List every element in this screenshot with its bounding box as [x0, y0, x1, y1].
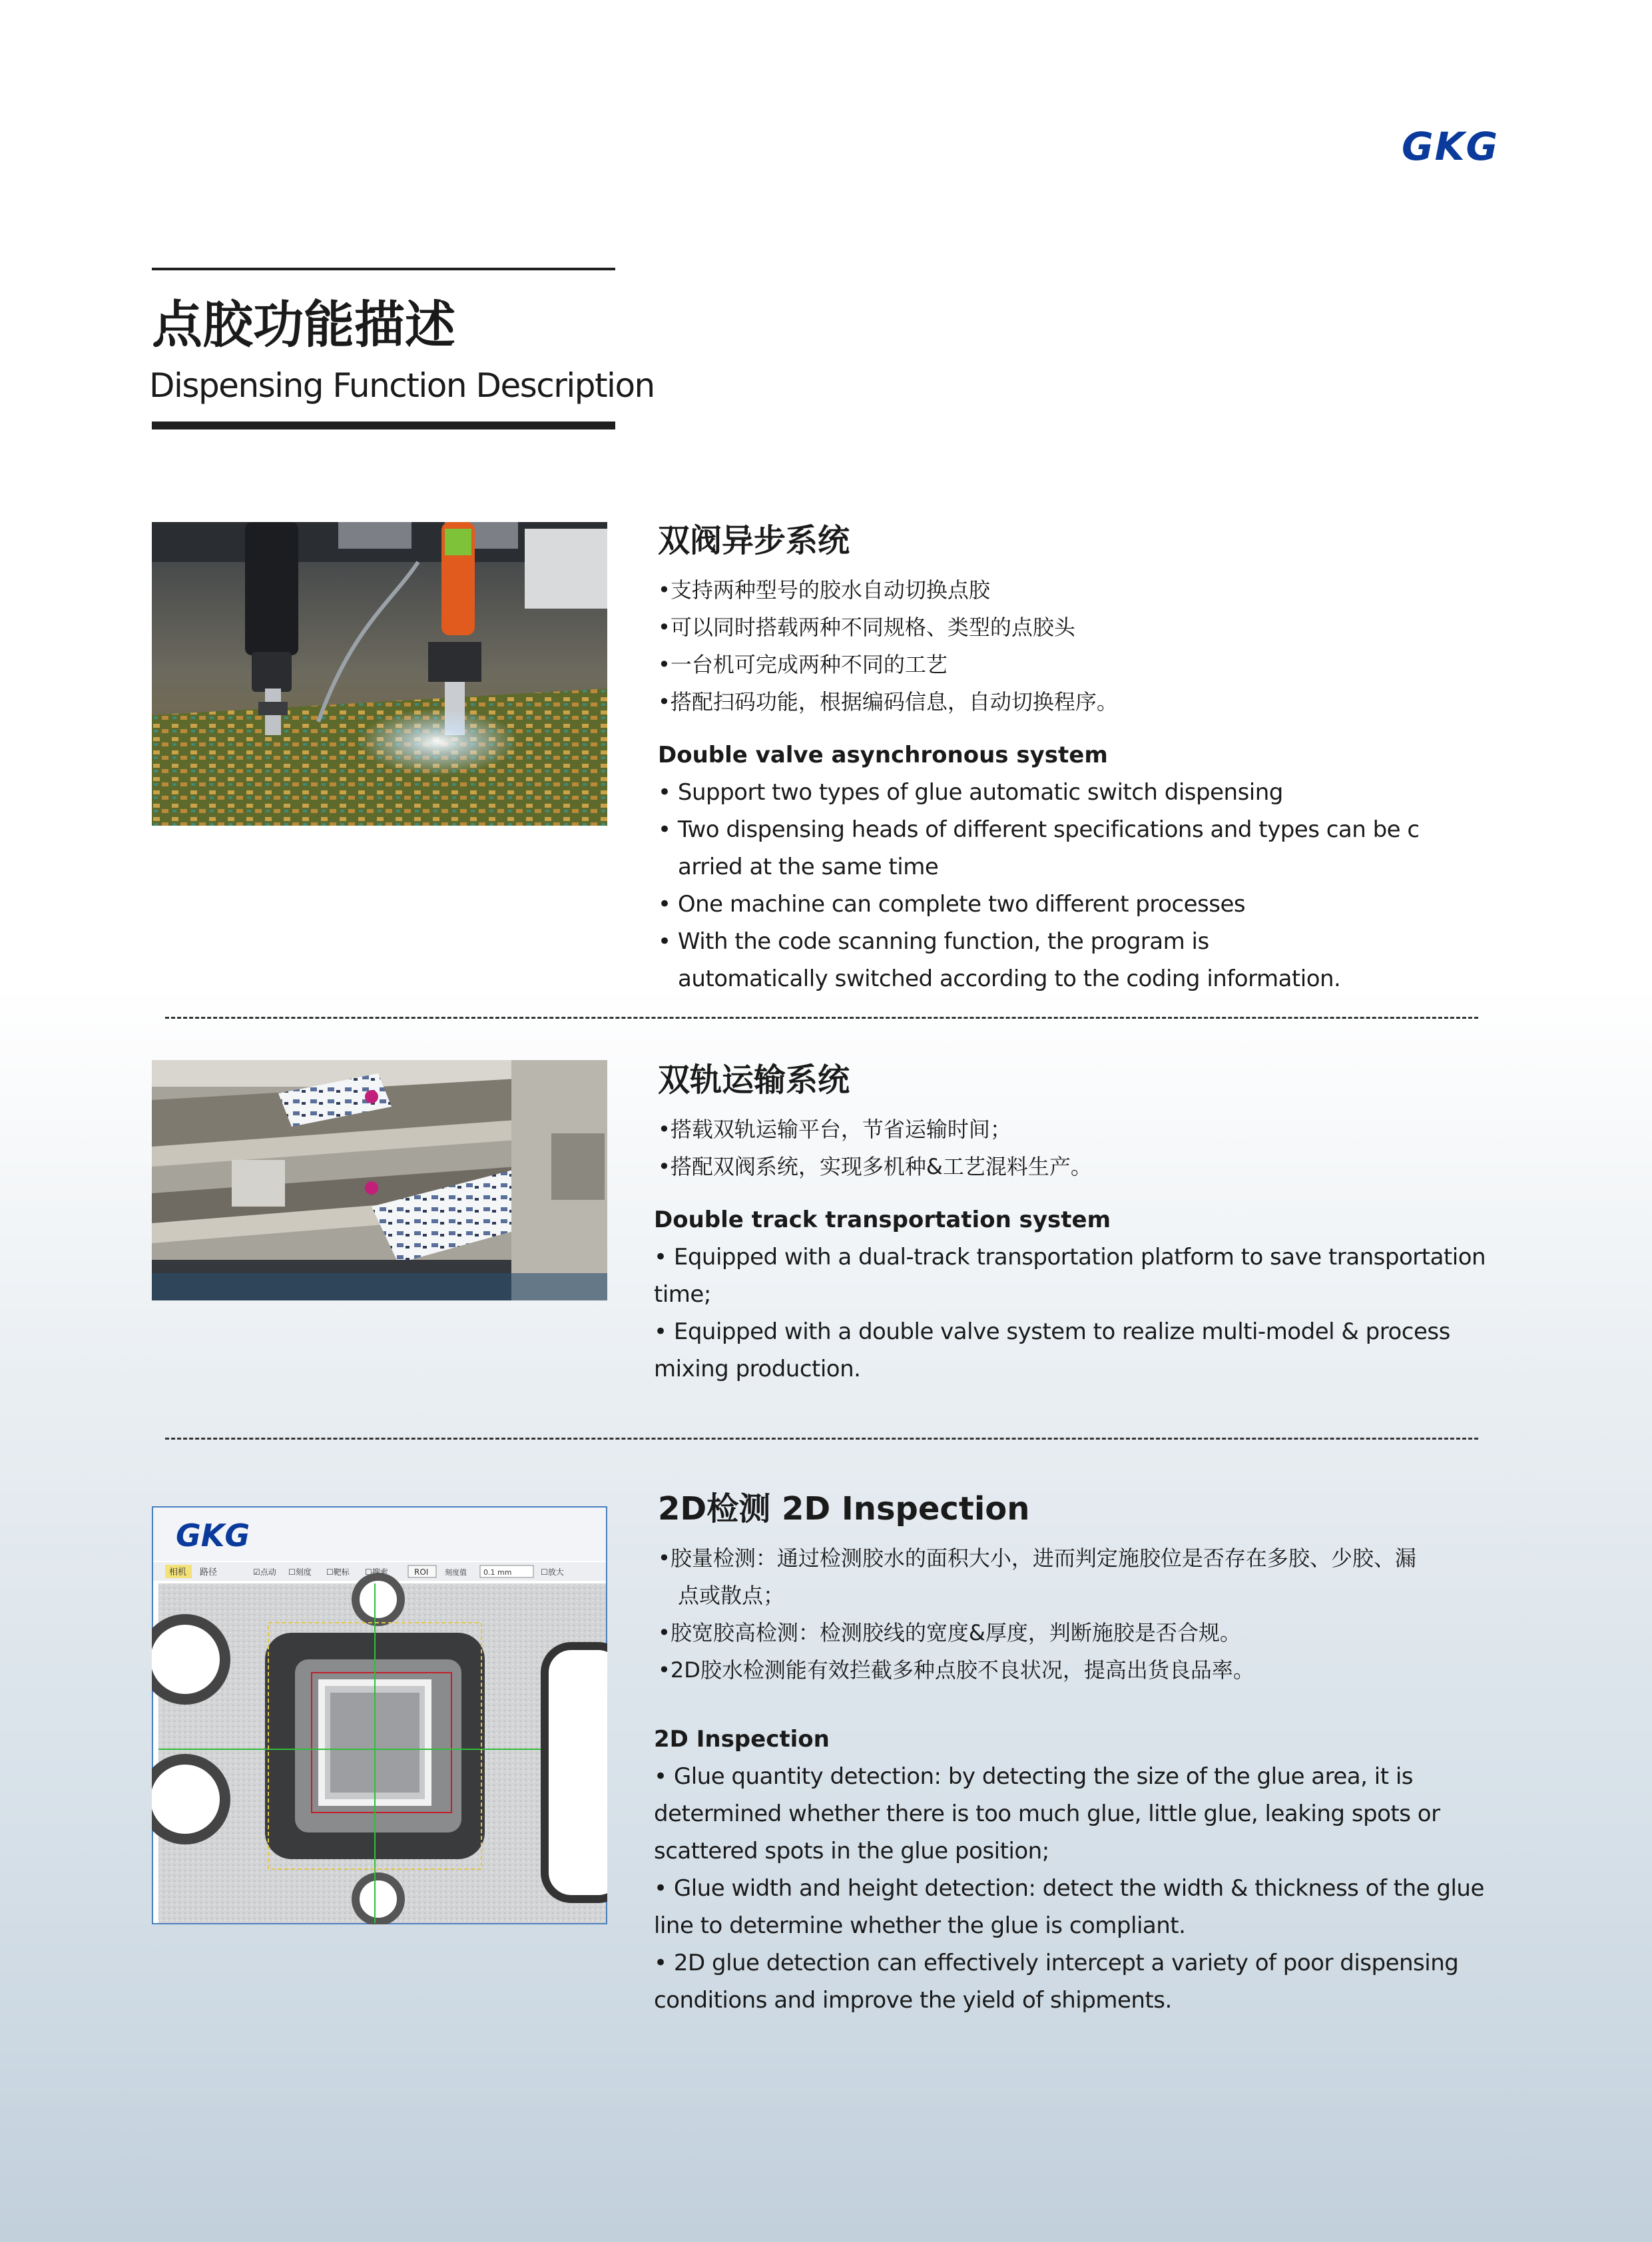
bullet-en-continued: line to determine whether the glue is compliant.: [654, 1912, 1186, 1939]
bullet-cn: •搭载双轨运输平台，节省运输时间；: [658, 1117, 1011, 1142]
section-heading-cn: 双阀异步系统: [658, 522, 850, 559]
section-divider: [165, 1438, 1478, 1440]
section-heading-en: 2D Inspection: [654, 1726, 830, 1753]
bullet-cn: •可以同时搭载两种不同规格、类型的点胶头: [658, 615, 1075, 640]
section-heading-en: Double track transportation system: [654, 1207, 1111, 1233]
bullet-en-continued: time;: [654, 1281, 711, 1308]
toolbar-scale[interactable]: ☐刻度: [288, 1567, 312, 1577]
toolbar-scale-label: 刻度值: [445, 1568, 467, 1577]
bullet-en-continued: conditions and improve the yield of shipments.: [654, 1987, 1172, 2014]
toolbar-camera[interactable]: 相机: [169, 1567, 187, 1577]
dual-track-photo: [152, 1060, 607, 1300]
bullet-en-continued: automatically switched according to the coding information.: [678, 966, 1341, 992]
section-divider: [165, 1017, 1478, 1019]
bullet-cn: •一台机可完成两种不同的工艺: [658, 652, 948, 677]
bullet-en: • 2D glue detection can effectively intercept a variety of poor dispensing: [654, 1950, 1459, 1976]
bullet-en-continued: mixing production.: [654, 1356, 861, 1382]
toolbar-zoom[interactable]: ☐放大: [541, 1567, 564, 1577]
toolbar-jog[interactable]: ☑点动: [253, 1567, 276, 1577]
bullet-en: • With the code scanning function, the program is: [658, 928, 1209, 955]
section-heading-en: Double valve asynchronous system: [658, 742, 1108, 768]
toolbar-target[interactable]: ☐靶标: [326, 1567, 350, 1577]
page-title-cn: 点胶功能描述: [152, 295, 455, 354]
page-title-en: Dispensing Function Description: [149, 366, 655, 405]
bullet-en-continued: scattered spots in the glue position;: [654, 1838, 1049, 1864]
brand-logo: GKG: [1402, 124, 1500, 169]
title-rule-top: [152, 268, 615, 270]
bullet-en: • One machine can complete two different processes: [658, 891, 1246, 918]
bullet-cn: •搭配双阀系统，实现多机种&工艺混料生产。: [658, 1154, 1092, 1179]
bullet-cn: •胶量检测：通过检测胶水的面积大小，进而判定施胶位是否存在多胶、少胶、漏: [658, 1545, 1416, 1571]
section-dual-track: [654, 1059, 1543, 1388]
toolbar-scale-select[interactable]: 0.1 mm: [483, 1568, 512, 1577]
section-2d-inspection: [654, 1488, 1543, 2019]
screenshot-logo: GKG: [176, 1518, 250, 1553]
inspection-software-screenshot: [152, 1506, 607, 1924]
bullet-en: • Glue width and height detection: detect the width & thickness of the glue: [654, 1875, 1484, 1902]
bullet-en: • Support two types of glue automatic switch dispensing: [658, 779, 1283, 806]
title-rule-bottom: [152, 421, 615, 429]
toolbar-roi-button[interactable]: ROI: [414, 1567, 429, 1577]
bullet-cn: •支持两种型号的胶水自动切换点胶: [658, 577, 990, 603]
toolbar-search[interactable]: ☐搜索: [365, 1567, 388, 1577]
section-dual-valve: [658, 519, 1543, 997]
bullet-cn: •搭配扫码功能，根据编码信息，自动切换程序。: [658, 689, 1118, 714]
bullet-cn-continued: 点或散点；: [678, 1583, 785, 1608]
bullet-cn: •胶宽胶高检测：检测胶线的宽度&厚度，判断施胶是否合规。: [658, 1620, 1241, 1645]
bullet-en: • Two dispensing heads of different specifications and types can be c: [658, 816, 1420, 843]
dual-valve-photo: [152, 522, 607, 826]
bullet-en: • Equipped with a dual-track transportation platform to save transportation: [654, 1244, 1486, 1270]
bullet-en-continued: determined whether there is too much glue, little glue, leaking spots or: [654, 1801, 1440, 1827]
section-heading-cn: 双轨运输系统: [658, 1061, 850, 1099]
toolbar-path[interactable]: 路径: [200, 1567, 218, 1577]
section-heading-cn: 2D检测 2D Inspection: [658, 1490, 1030, 1528]
bullet-en: • Glue quantity detection: by detecting the size of the glue area, it is: [654, 1763, 1413, 1790]
bullet-en: • Equipped with a double valve system to realize multi-model & process: [654, 1318, 1450, 1345]
bullet-cn: •2D胶水检测能有效拦截多种点胶不良状况，提高出货良品率。: [658, 1657, 1254, 1683]
bullet-en-continued: arried at the same time: [678, 854, 939, 880]
